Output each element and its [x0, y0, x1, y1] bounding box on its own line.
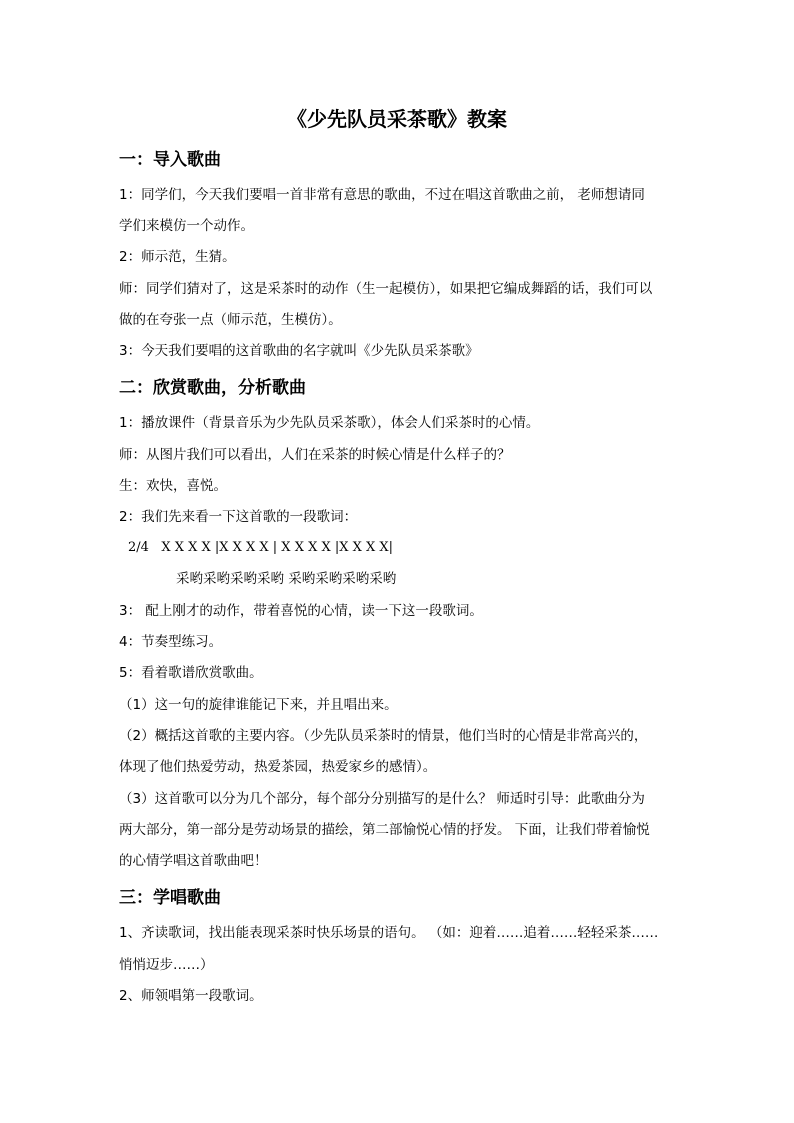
- paragraph-line: 4：节奏型练习。: [119, 634, 223, 650]
- document-title: 《少先队员采茶歌》教案: [287, 107, 507, 131]
- paragraph-line: （3）这首歌可以分为几个部分，每个部分分别描写的是什么？ 师适时引导：此歌曲分为: [119, 791, 645, 807]
- paragraph-line: 2：我们先来看一下这首歌的一段歌词：: [119, 509, 358, 525]
- paragraph-line: 3： 配上刚才的动作，带着喜悦的心情，读一下这一段歌词。: [119, 603, 483, 619]
- paragraph-line: 2：师示范，生猜。: [119, 249, 236, 265]
- paragraph-line: 1：播放课件（背景音乐为少先队员采茶歌），体会人们采茶时的心情。: [119, 415, 540, 431]
- paragraph-line: 体现了他们热爱劳动，热爱茶园，热爱家乡的感情）。: [119, 759, 437, 775]
- paragraph-line: 3：今天我们要唱的这首歌曲的名字就叫《少先队员采茶歌》: [119, 343, 479, 359]
- paragraph-line: 学们来模仿一个动作。: [119, 218, 254, 234]
- paragraph-line: 1：同学们，今天我们要唱一首非常有意思的歌曲，不过在唱这首歌曲之前， 老师想请同: [119, 187, 645, 203]
- paragraph-line: 悄悄迈步……）: [119, 957, 214, 973]
- paragraph-line: 师：从图片我们可以看出，人们在采茶的时候心情是什么样子的？: [119, 447, 511, 463]
- paragraph-line: 两大部分，第一部分是劳动场景的描绘，第二部愉悦心情的抒发。 下面，让我们带着愉悦: [119, 822, 650, 838]
- paragraph-line: （1）这一句的旋律谁能记下来，并且唱出来。: [119, 697, 398, 713]
- paragraph-line: 师：同学们猜对了，这是采茶时的动作（生一起模仿），如果把它编成舞蹈的话，我们可以: [119, 281, 653, 297]
- section-heading-3: 三：学唱歌曲: [119, 888, 221, 908]
- paragraph-line: （2）概括这首歌的主要内容。（少先队员采茶时的情景，他们当时的心情是非常高兴的，: [119, 728, 648, 744]
- section-heading-1: 一：导入歌曲: [119, 150, 221, 170]
- paragraph-line: 1、齐读歌词，找出能表现采茶时快乐场景的语句。 （如：迎着……追着……轻轻采茶……: [119, 925, 659, 941]
- paragraph-line: 的心情学唱这首歌曲吧！: [119, 853, 268, 869]
- lyric-line: 采哟采哟采哟采哟 采哟采哟采哟采哟: [176, 571, 397, 587]
- section-heading-2: 二：欣赏歌曲，分析歌曲: [119, 378, 306, 398]
- paragraph-line: 2、师领唱第一段歌词。: [119, 988, 263, 1004]
- paragraph-line: 生：欢快，喜悦。: [119, 478, 227, 494]
- rhythm-notation: 2/4 X X X X |X X X X | X X X X |X X X X|: [128, 540, 394, 555]
- paragraph-line: 5：看着歌谱欣赏歌曲。: [119, 665, 263, 681]
- paragraph-line: 做的在夸张一点（师示范，生模仿）。: [119, 312, 342, 328]
